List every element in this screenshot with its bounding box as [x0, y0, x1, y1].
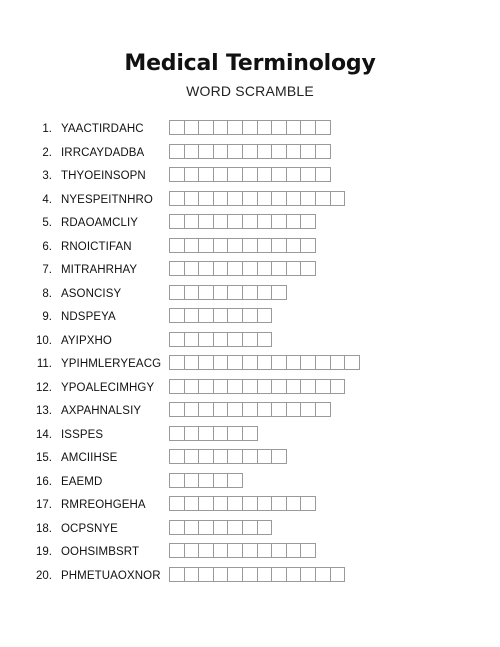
- letter-box[interactable]: [242, 332, 258, 347]
- letter-box[interactable]: [242, 167, 258, 182]
- letter-box[interactable]: [300, 261, 316, 276]
- letter-box[interactable]: [184, 567, 200, 582]
- letter-box[interactable]: [257, 214, 273, 229]
- letter-box[interactable]: [169, 426, 185, 441]
- letter-box[interactable]: [300, 402, 316, 417]
- letter-box[interactable]: [242, 567, 258, 582]
- answer-boxes[interactable]: [169, 496, 315, 511]
- letter-box[interactable]: [242, 308, 258, 323]
- scrambled-word: AMCIIHSE: [61, 452, 118, 464]
- letter-box[interactable]: [184, 426, 200, 441]
- letter-box[interactable]: [184, 496, 200, 511]
- puzzle-row: [0, 259, 500, 283]
- letter-box[interactable]: [227, 167, 243, 182]
- puzzle-row: [0, 377, 500, 401]
- puzzle-number: 8.: [42, 287, 52, 300]
- letter-box[interactable]: [227, 285, 243, 300]
- puzzle-number: 15.: [36, 452, 52, 464]
- letter-box[interactable]: [257, 120, 273, 135]
- scrambled-word: RNOICTIFAN: [61, 240, 132, 253]
- letter-box[interactable]: [286, 355, 302, 370]
- letter-box[interactable]: [169, 473, 185, 488]
- letter-box[interactable]: [213, 355, 229, 370]
- letter-box[interactable]: [286, 567, 302, 582]
- puzzle-row: [0, 306, 500, 330]
- puzzle-number: 11.: [36, 358, 52, 370]
- scrambled-word: MITRAHRHAY: [61, 264, 138, 276]
- letter-box[interactable]: [198, 167, 214, 182]
- letter-box[interactable]: [198, 285, 214, 300]
- letter-box[interactable]: [315, 567, 331, 582]
- letter-box[interactable]: [227, 308, 243, 323]
- letter-box[interactable]: [213, 402, 229, 417]
- puzzle-row: [0, 471, 500, 495]
- scrambled-word: IRRCAYDADBA: [61, 146, 145, 159]
- letter-box[interactable]: [271, 167, 287, 182]
- letter-box[interactable]: [271, 238, 287, 253]
- letter-box[interactable]: [213, 191, 229, 206]
- letter-box[interactable]: [169, 332, 185, 347]
- letter-box[interactable]: [300, 167, 316, 182]
- scrambled-word: YPIHMLERYEACG: [61, 358, 162, 370]
- puzzle-row: [0, 494, 500, 518]
- letter-box[interactable]: [184, 520, 200, 535]
- letter-box[interactable]: [286, 379, 302, 394]
- letter-box[interactable]: [242, 449, 258, 464]
- letter-box[interactable]: [184, 214, 200, 229]
- puzzle-number: 4.: [42, 193, 52, 206]
- letter-box[interactable]: [271, 379, 287, 394]
- letter-box[interactable]: [184, 449, 200, 464]
- letter-box[interactable]: [344, 355, 360, 370]
- letter-box[interactable]: [315, 144, 331, 159]
- letter-box[interactable]: [257, 567, 273, 582]
- answer-boxes[interactable]: [169, 379, 344, 394]
- answer-boxes[interactable]: [169, 144, 330, 159]
- letter-box[interactable]: [300, 144, 316, 159]
- scrambled-word: RDAOAMCLIY: [61, 217, 139, 229]
- letter-box[interactable]: [242, 120, 258, 135]
- puzzle-number: 9.: [42, 311, 52, 323]
- letter-box[interactable]: [198, 496, 214, 511]
- letter-box[interactable]: [330, 355, 346, 370]
- letter-box[interactable]: [213, 426, 229, 441]
- puzzle-list: [0, 118, 500, 588]
- letter-box[interactable]: [169, 261, 185, 276]
- puzzle-number: 2.: [42, 146, 52, 159]
- puzzle-row: [0, 447, 500, 471]
- letter-box[interactable]: [213, 567, 229, 582]
- puzzle-row: [0, 565, 500, 589]
- letter-box[interactable]: [315, 402, 331, 417]
- letter-box[interactable]: [169, 355, 185, 370]
- letter-box[interactable]: [169, 214, 185, 229]
- letter-box[interactable]: [184, 402, 200, 417]
- letter-box[interactable]: [242, 144, 258, 159]
- letter-box[interactable]: [257, 496, 273, 511]
- puzzle-number: 7.: [42, 264, 52, 276]
- answer-boxes[interactable]: [169, 426, 257, 441]
- letter-box[interactable]: [169, 167, 185, 182]
- scrambled-word: AXPAHNALSIY: [61, 405, 142, 417]
- answer-boxes[interactable]: [169, 402, 330, 417]
- puzzle-number: 1.: [42, 123, 52, 135]
- letter-box[interactable]: [213, 332, 229, 347]
- letter-box[interactable]: [227, 355, 243, 370]
- puzzle-number: 10.: [36, 334, 52, 347]
- answer-boxes[interactable]: [169, 191, 344, 206]
- letter-box[interactable]: [169, 379, 185, 394]
- letter-box[interactable]: [184, 191, 200, 206]
- answer-boxes[interactable]: [169, 543, 315, 558]
- letter-box[interactable]: [184, 167, 200, 182]
- scrambled-word: OCPSNYE: [61, 522, 118, 535]
- letter-box[interactable]: [198, 355, 214, 370]
- letter-box[interactable]: [330, 567, 346, 582]
- letter-box[interactable]: [242, 402, 258, 417]
- letter-box[interactable]: [213, 449, 229, 464]
- letter-box[interactable]: [184, 285, 200, 300]
- letter-box[interactable]: [286, 120, 302, 135]
- letter-box[interactable]: [198, 144, 214, 159]
- letter-box[interactable]: [169, 567, 185, 582]
- letter-box[interactable]: [300, 379, 316, 394]
- letter-box[interactable]: [257, 308, 273, 323]
- letter-box[interactable]: [227, 261, 243, 276]
- scrambled-word: PHMETUAOXNOR: [61, 569, 161, 582]
- letter-box[interactable]: [271, 144, 287, 159]
- letter-box[interactable]: [227, 520, 243, 535]
- letter-box[interactable]: [257, 402, 273, 417]
- letter-box[interactable]: [300, 214, 316, 229]
- letter-box[interactable]: [213, 120, 229, 135]
- puzzle-row: [0, 236, 500, 260]
- puzzle-row: [0, 283, 500, 307]
- puzzle-row: [0, 189, 500, 213]
- letter-box[interactable]: [198, 191, 214, 206]
- letter-box[interactable]: [286, 214, 302, 229]
- letter-box[interactable]: [271, 261, 287, 276]
- letter-box[interactable]: [257, 261, 273, 276]
- letter-box[interactable]: [286, 191, 302, 206]
- letter-box[interactable]: [257, 285, 273, 300]
- letter-box[interactable]: [286, 496, 302, 511]
- letter-box[interactable]: [242, 520, 258, 535]
- letter-box[interactable]: [227, 402, 243, 417]
- letter-box[interactable]: [169, 449, 185, 464]
- scrambled-word: ISSPES: [61, 428, 104, 441]
- scrambled-word: THYOEINSOPN: [61, 170, 146, 182]
- letter-box[interactable]: [242, 238, 258, 253]
- letter-box[interactable]: [227, 426, 243, 441]
- letter-box[interactable]: [213, 238, 229, 253]
- letter-box[interactable]: [213, 167, 229, 182]
- letter-box[interactable]: [227, 496, 243, 511]
- puzzle-number: 18.: [36, 522, 52, 535]
- letter-box[interactable]: [198, 261, 214, 276]
- letter-box[interactable]: [184, 238, 200, 253]
- letter-box[interactable]: [300, 120, 316, 135]
- answer-boxes[interactable]: [169, 473, 242, 488]
- letter-box[interactable]: [242, 261, 258, 276]
- letter-box[interactable]: [227, 379, 243, 394]
- scrambled-word: EAEMD: [61, 475, 103, 488]
- letter-box[interactable]: [227, 473, 243, 488]
- letter-box[interactable]: [242, 426, 258, 441]
- puzzle-row: [0, 424, 500, 448]
- answer-boxes[interactable]: [169, 449, 286, 464]
- letter-box[interactable]: [213, 520, 229, 535]
- letter-box[interactable]: [213, 285, 229, 300]
- answer-boxes[interactable]: [169, 520, 271, 535]
- puzzle-row: [0, 518, 500, 542]
- answer-boxes[interactable]: [169, 120, 330, 135]
- letter-box[interactable]: [300, 496, 316, 511]
- letter-box[interactable]: [286, 167, 302, 182]
- letter-box[interactable]: [169, 144, 185, 159]
- letter-box[interactable]: [300, 238, 316, 253]
- letter-box[interactable]: [184, 473, 200, 488]
- answer-boxes[interactable]: [169, 238, 315, 253]
- puzzle-number: 3.: [42, 170, 52, 182]
- letter-box[interactable]: [213, 261, 229, 276]
- letter-box[interactable]: [271, 496, 287, 511]
- letter-box[interactable]: [213, 473, 229, 488]
- letter-box[interactable]: [213, 144, 229, 159]
- letter-box[interactable]: [184, 543, 200, 558]
- answer-boxes[interactable]: [169, 285, 286, 300]
- scrambled-word: OOHSIMBSRT: [61, 546, 140, 558]
- letter-box[interactable]: [184, 120, 200, 135]
- letter-box[interactable]: [169, 120, 185, 135]
- puzzle-row: [0, 541, 500, 565]
- letter-box[interactable]: [257, 144, 273, 159]
- letter-box[interactable]: [257, 520, 273, 535]
- letter-box[interactable]: [257, 167, 273, 182]
- puzzle-row: [0, 353, 500, 377]
- letter-box[interactable]: [184, 379, 200, 394]
- letter-box[interactable]: [271, 402, 287, 417]
- letter-box[interactable]: [184, 332, 200, 347]
- letter-box[interactable]: [169, 496, 185, 511]
- letter-box[interactable]: [169, 520, 185, 535]
- letter-box[interactable]: [315, 379, 331, 394]
- letter-box[interactable]: [242, 379, 258, 394]
- letter-box[interactable]: [184, 308, 200, 323]
- letter-box[interactable]: [257, 332, 273, 347]
- page-subtitle: WORD SCRAMBLE: [186, 83, 314, 99]
- letter-box[interactable]: [198, 238, 214, 253]
- letter-box[interactable]: [198, 426, 214, 441]
- letter-box[interactable]: [286, 402, 302, 417]
- letter-box[interactable]: [198, 402, 214, 417]
- letter-box[interactable]: [315, 191, 331, 206]
- letter-box[interactable]: [300, 543, 316, 558]
- letter-box[interactable]: [198, 449, 214, 464]
- letter-box[interactable]: [198, 543, 214, 558]
- puzzle-row: [0, 142, 500, 166]
- letter-box[interactable]: [198, 567, 214, 582]
- puzzle-number: 14.: [36, 428, 52, 441]
- letter-box[interactable]: [227, 567, 243, 582]
- letter-box[interactable]: [257, 379, 273, 394]
- letter-box[interactable]: [198, 214, 214, 229]
- letter-box[interactable]: [213, 543, 229, 558]
- letter-box[interactable]: [242, 496, 258, 511]
- letter-box[interactable]: [242, 355, 258, 370]
- letter-box[interactable]: [271, 355, 287, 370]
- puzzle-number: 13.: [36, 405, 52, 417]
- scrambled-word: NYESPEITNHRO: [61, 193, 153, 206]
- puzzle-number: 17.: [36, 499, 52, 511]
- letter-box[interactable]: [300, 567, 316, 582]
- letter-box[interactable]: [271, 543, 287, 558]
- letter-box[interactable]: [300, 191, 316, 206]
- letter-box[interactable]: [315, 167, 331, 182]
- scrambled-word: YAACTIRDAHC: [61, 123, 144, 135]
- puzzle-row: [0, 165, 500, 189]
- letter-box[interactable]: [227, 120, 243, 135]
- letter-box[interactable]: [169, 238, 185, 253]
- page-title: Medical Terminology: [124, 51, 376, 76]
- puzzle-number: 12.: [36, 381, 52, 394]
- letter-box[interactable]: [286, 144, 302, 159]
- puzzle-row: [0, 212, 500, 236]
- scrambled-word: NDSPEYA: [61, 311, 116, 323]
- letter-box[interactable]: [169, 191, 185, 206]
- answer-boxes[interactable]: [169, 308, 271, 323]
- letter-box[interactable]: [315, 355, 331, 370]
- letter-box[interactable]: [184, 261, 200, 276]
- letter-box[interactable]: [271, 214, 287, 229]
- letter-box[interactable]: [242, 543, 258, 558]
- letter-box[interactable]: [257, 238, 273, 253]
- letter-box[interactable]: [271, 191, 287, 206]
- letter-box[interactable]: [242, 285, 258, 300]
- scrambled-word: RMREOHGEHA: [61, 499, 146, 511]
- letter-box[interactable]: [198, 308, 214, 323]
- puzzle-row: [0, 118, 500, 142]
- letter-box[interactable]: [257, 355, 273, 370]
- letter-box[interactable]: [198, 379, 214, 394]
- letter-box[interactable]: [198, 473, 214, 488]
- puzzle-row: [0, 330, 500, 354]
- letter-box[interactable]: [257, 543, 273, 558]
- letter-box[interactable]: [213, 379, 229, 394]
- scrambled-word: AYIPXHO: [61, 334, 112, 347]
- letter-box[interactable]: [271, 120, 287, 135]
- puzzle-number: 19.: [36, 546, 52, 558]
- letter-box[interactable]: [184, 144, 200, 159]
- answer-boxes[interactable]: [169, 332, 271, 347]
- puzzle-row: [0, 400, 500, 424]
- letter-box[interactable]: [169, 402, 185, 417]
- letter-box[interactable]: [227, 449, 243, 464]
- scrambled-word: ASONCISY: [61, 287, 122, 300]
- letter-box[interactable]: [227, 214, 243, 229]
- letter-box[interactable]: [169, 285, 185, 300]
- answer-boxes[interactable]: [169, 355, 359, 370]
- letter-box[interactable]: [271, 567, 287, 582]
- letter-box[interactable]: [169, 308, 185, 323]
- letter-box[interactable]: [227, 238, 243, 253]
- letter-box[interactable]: [184, 355, 200, 370]
- letter-box[interactable]: [213, 308, 229, 323]
- letter-box[interactable]: [257, 191, 273, 206]
- answer-boxes[interactable]: [169, 214, 315, 229]
- letter-box[interactable]: [198, 120, 214, 135]
- letter-box[interactable]: [242, 214, 258, 229]
- letter-box[interactable]: [227, 543, 243, 558]
- letter-box[interactable]: [271, 285, 287, 300]
- scrambled-word: YPOALECIMHGY: [61, 381, 155, 394]
- letter-box[interactable]: [286, 238, 302, 253]
- letter-box[interactable]: [169, 543, 185, 558]
- letter-box[interactable]: [330, 379, 346, 394]
- letter-box[interactable]: [213, 496, 229, 511]
- answer-boxes[interactable]: [169, 261, 315, 276]
- answer-boxes[interactable]: [169, 167, 330, 182]
- puzzle-number: 5.: [42, 217, 52, 229]
- letter-box[interactable]: [213, 214, 229, 229]
- puzzle-number: 16.: [36, 475, 52, 488]
- letter-box[interactable]: [198, 520, 214, 535]
- letter-box[interactable]: [227, 191, 243, 206]
- letter-box[interactable]: [286, 543, 302, 558]
- letter-box[interactable]: [330, 191, 346, 206]
- answer-boxes[interactable]: [169, 567, 344, 582]
- puzzle-number: 20.: [36, 569, 52, 582]
- letter-box[interactable]: [300, 355, 316, 370]
- letter-box[interactable]: [242, 191, 258, 206]
- letter-box[interactable]: [198, 332, 214, 347]
- letter-box[interactable]: [257, 449, 273, 464]
- puzzle-number: 6.: [42, 240, 52, 253]
- letter-box[interactable]: [227, 144, 243, 159]
- letter-box[interactable]: [315, 120, 331, 135]
- letter-box[interactable]: [286, 261, 302, 276]
- letter-box[interactable]: [271, 449, 287, 464]
- letter-box[interactable]: [227, 332, 243, 347]
